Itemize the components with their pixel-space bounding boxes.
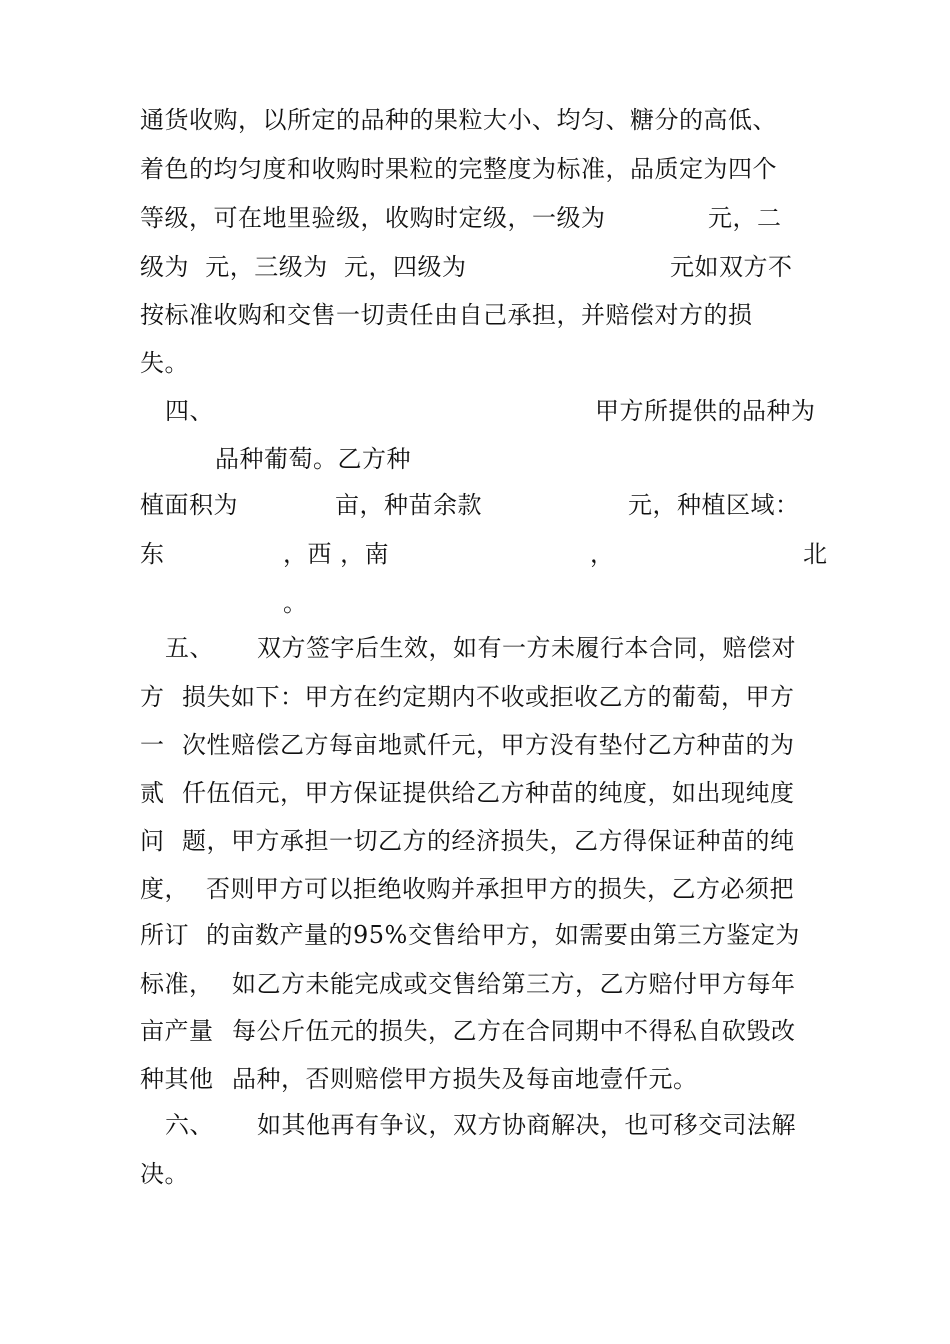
clause3-line1: 通货收购，以所定的品种的果粒大小、均匀、糖分的高低、 <box>140 106 777 134</box>
clause5-line10a: 种其他 <box>140 1065 214 1093</box>
clause5-line7b: 的亩数产量的95%交售给甲方，如需要由第三方鉴定为 <box>206 921 800 949</box>
clause5-line8b: 如乙方未能完成或交售给第三方，乙方赔付甲方每年 <box>232 970 796 998</box>
clause5-line9a: 亩产量 <box>140 1017 214 1045</box>
clause6-number: 六、 <box>165 1111 214 1139</box>
clause5-line6b: 否则甲方可以拒绝收购并承担甲方的损失，乙方必须把 <box>206 875 794 903</box>
clause5-line2a: 方 <box>140 683 165 711</box>
clause4-line2: 品种葡萄。乙方种 <box>215 445 411 473</box>
clause4-number: 四、 <box>165 397 214 425</box>
clause5-line6a: 度， <box>140 875 189 903</box>
clause5-line2b: 损失如下：甲方在约定期内不收或拒收乙方的葡萄，甲方 <box>182 683 795 711</box>
clause3-line5: 按标准收购和交售一切责任由自己承担，并赔偿对方的损 <box>140 301 753 329</box>
clause4-comma: ， <box>590 540 615 568</box>
clause5-line1: 双方签字后生效，如有一方未履行本合同，赔偿对 <box>257 634 796 662</box>
clause4-line1b: 甲方所提供的品种为 <box>595 397 816 425</box>
clause4-line3a: 植面积为 <box>140 491 238 519</box>
clause5-line7a: 所订 <box>140 921 189 949</box>
clause3-line2: 着色的均匀度和收购时果粒的完整度为标准，品质定为四个 <box>140 155 777 183</box>
clause5-line4b: 仟伍佰元，甲方保证提供给乙方种苗的纯度，如出现纯度 <box>182 779 795 807</box>
clause3-line4b: 元如双方不 <box>670 253 793 281</box>
clause3-line3b: 元，二 <box>708 204 782 232</box>
clause5-line3a: 一 <box>140 731 165 759</box>
clause4-line3c: 元，种植区域： <box>628 491 800 519</box>
clause4-period: 。 <box>283 589 308 617</box>
clause5-line9b: 每公斤伍元的损失，乙方在合同期中不得私自砍毁改 <box>232 1017 796 1045</box>
clause4-east: 东 <box>140 540 165 568</box>
clause5-line4a: 贰 <box>140 779 165 807</box>
clause5-line5a: 问 <box>140 827 165 855</box>
clause3-line4a: 级为 元，三级为 元，四级为 <box>140 253 467 281</box>
clause4-west-south: ，西 ，南 <box>283 540 390 568</box>
clause5-line5b: 题，甲方承担一切乙方的经济损失，乙方得保证种苗的纯 <box>182 827 795 855</box>
clause5-number: 五、 <box>165 634 214 662</box>
clause6-line1: 如其他再有争议，双方协商解决，也可移交司法解 <box>257 1111 796 1139</box>
clause6-line2: 决。 <box>140 1160 189 1188</box>
clause5-line10b: 品种，否则赔偿甲方损失及每亩地壹仟元。 <box>232 1065 698 1093</box>
clause5-line8a: 标准， <box>140 970 214 998</box>
clause4-line3b: 亩，种苗余款 <box>335 491 482 519</box>
clause4-north: 北 <box>803 540 828 568</box>
clause3-line6: 失。 <box>140 349 189 377</box>
clause3-line3a: 等级，可在地里验级，收购时定级，一级为 <box>140 204 606 232</box>
clause5-line3b: 次性赔偿乙方每亩地贰仟元，甲方没有垫付乙方种苗的为 <box>182 731 795 759</box>
